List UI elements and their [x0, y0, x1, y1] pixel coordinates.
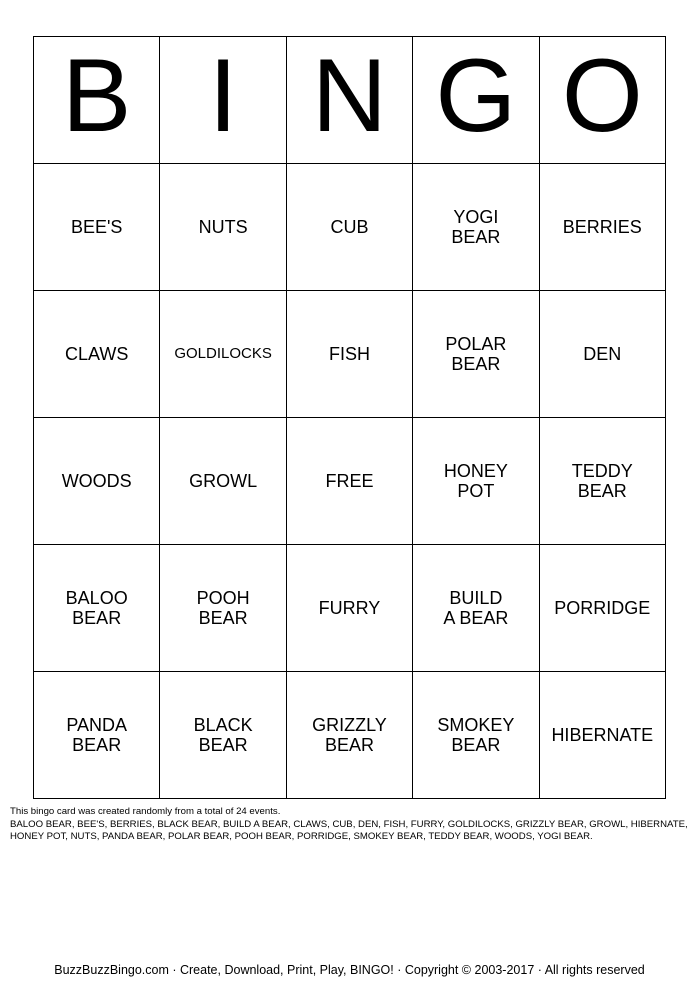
page-footer: BuzzBuzzBingo.com · Create, Download, Print, Play, BINGO! · Copyright © 2003-2017 · All rights reserved — [54, 963, 645, 977]
bingo-cell: GOLDILOCKS — [160, 291, 286, 418]
bingo-cell: YOGI BEAR — [413, 164, 539, 291]
bingo-row-2 — [34, 291, 666, 418]
bingo-row-3 — [34, 418, 666, 545]
bingo-cell: FURRY — [286, 545, 412, 672]
bingo-row-4 — [34, 545, 666, 672]
bingo-cell: WOODS — [34, 418, 160, 545]
bingo-cell: POOH BEAR — [160, 545, 286, 672]
bingo-cell: BEE'S — [34, 164, 160, 291]
header-letter-g: G — [413, 37, 539, 164]
bingo-cell: FISH — [286, 291, 412, 418]
header-letter-i: I — [160, 37, 286, 164]
bingo-cell: BLACK BEAR — [160, 672, 286, 799]
bingo-row-5 — [34, 672, 666, 799]
header-letter-b: B — [34, 37, 160, 164]
card-note-intro: This bingo card was created randomly from a total of 24 events. — [10, 806, 281, 817]
bingo-cell: GRIZZLY BEAR — [286, 672, 412, 799]
bingo-header-row — [34, 37, 666, 164]
bingo-cell: SMOKEY BEAR — [413, 672, 539, 799]
bingo-cell: GROWL — [160, 418, 286, 545]
bingo-cell: CLAWS — [34, 291, 160, 418]
bingo-cell: DEN — [539, 291, 665, 418]
bingo-cell: PORRIDGE — [539, 545, 665, 672]
bingo-cell: CUB — [286, 164, 412, 291]
bingo-cell: PANDA BEAR — [34, 672, 160, 799]
bingo-card — [33, 36, 666, 799]
card-note — [10, 806, 690, 844]
header-letter-o: O — [539, 37, 665, 164]
bingo-cell: HONEY POT — [413, 418, 539, 545]
bingo-cell: HIBERNATE — [539, 672, 665, 799]
free-space-cell: FREE — [286, 418, 412, 545]
bingo-cell: POLAR BEAR — [413, 291, 539, 418]
bingo-cell: BERRIES — [539, 164, 665, 291]
header-letter-n: N — [286, 37, 412, 164]
card-note-events: BALOO BEAR, BEE'S, BERRIES, BLACK BEAR, BUILD A BEAR, CLAWS, CUB, DEN, FISH, FURRY, GOLDILOCKS, GRIZZLY BEAR, GROWL, HIBERNATE, HONEY POT, NUTS, PANDA BEAR, POLAR BEAR, POOH BEAR, PORRIDGE, SMOKEY BEAR, TEDDY BEAR, WOODS, YOGI BEAR. — [10, 818, 688, 842]
bingo-cell: BUILD A BEAR — [413, 545, 539, 672]
bingo-cell: TEDDY BEAR — [539, 418, 665, 545]
bingo-cell: NUTS — [160, 164, 286, 291]
bingo-row-1 — [34, 164, 666, 291]
bingo-cell: BALOO BEAR — [34, 545, 160, 672]
